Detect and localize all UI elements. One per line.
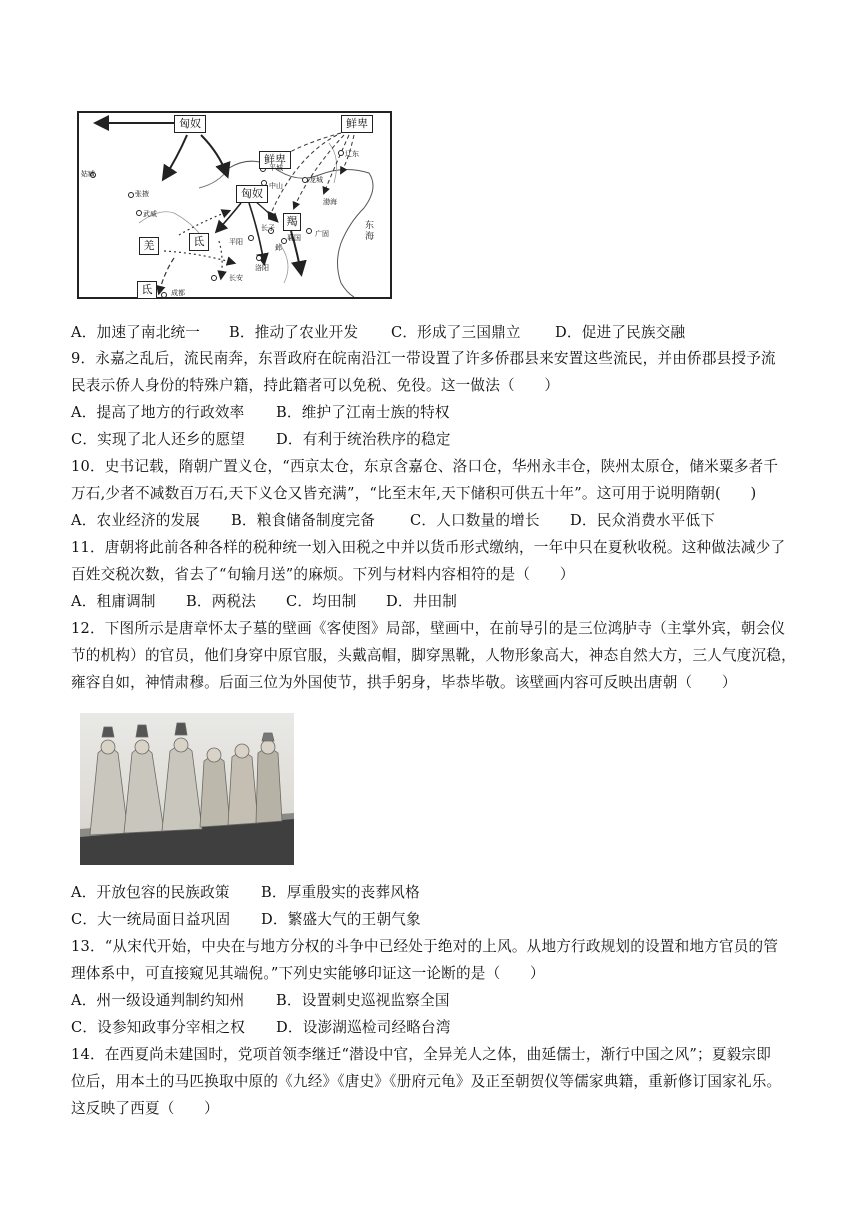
place-label: 武威 — [143, 210, 157, 218]
q13-options-row2 — [71, 1018, 793, 1038]
q8-option-b[interactable]: B．推动了农业开发 — [229, 324, 359, 341]
place-label: 平城 — [269, 164, 283, 172]
q9-option-b[interactable]: B．维护了江南士族的特权 — [276, 404, 450, 421]
q12-options-row1 — [71, 883, 793, 903]
q13-stem-line: 13．“从宋代开始，中央在与地方分权的斗争中已经处于绝对的上风。从地方行政规划的设置和地方官员的管 — [71, 938, 779, 955]
q14-stem-line: 14．在西夏尚未建国时，党项首领李继迁“潜设中官，全异羌人之体，曲延儒士，渐行中国之风”；夏毅宗即 — [71, 1046, 772, 1063]
q12-option-c[interactable]: C．大一统局面日益巩固 — [71, 911, 231, 928]
q8-option-d[interactable]: D．促进了民族交融 — [555, 324, 686, 341]
place-label: 广固 — [315, 230, 329, 238]
place-label: 长安 — [229, 274, 243, 282]
q9-option-a[interactable]: A．提高了地方的行政效率 — [71, 404, 245, 421]
q10-option-a[interactable]: A．农业经济的发展 — [71, 512, 201, 529]
q11-option-b[interactable]: B．两税法 — [186, 593, 257, 610]
q9-stem-line: 民表示侨人身份的特殊户籍，持此籍者可以免税、免役。这一做法（ ） — [71, 377, 560, 394]
xianbei-mid-label: 鲜卑 — [259, 151, 291, 169]
place-label: 中山 — [269, 182, 283, 190]
q12-stem-line: 节的机构）的官员，他们身穿中原官服，头戴高帽，脚穿黑靴，人物形象高大，神态自然大方，三人气度沉稳， — [71, 647, 796, 664]
q10-stem-line: 10．史书记载，隋朝广置义仓，“西京太仓，东京含嘉仓、洛口仓，华州永丰仓，陕州太原仓，储米粟多者千 — [71, 458, 779, 475]
q11-stem-line: 11．唐朝将此前各种各样的税种统一划入田税之中并以货币形式缴纳，一年中只在夏秋收税。这种做法减少了 — [71, 539, 786, 556]
q11-option-a[interactable]: A．租庸调制 — [71, 593, 156, 610]
q10-option-d[interactable]: D．民众消费水平低下 — [570, 512, 716, 529]
mural-figures — [80, 713, 294, 865]
q8-option-a[interactable]: A．加速了南北统一 — [71, 324, 201, 341]
place-label: 长子 — [261, 224, 275, 232]
jie-label: 羯 — [283, 213, 301, 231]
q11-stem-line: 百姓交税次数，省去了“旬输月送”的麻烦。下列与材料内容相符的是（ ） — [71, 566, 575, 583]
q12-options-row2 — [71, 910, 793, 930]
q13-stem-line: 理体系中，可直接窥见其端倪。”下列史实能够印证这一论断的是（ ） — [71, 965, 545, 982]
q11-option-c[interactable]: C．均田制 — [286, 593, 357, 610]
q8-option-c[interactable]: C．形成了三国鼎立 — [391, 324, 521, 341]
place-label: 平阳 — [229, 238, 243, 246]
xiongnu-top-label: 匈奴 — [174, 115, 206, 133]
q12-option-a[interactable]: A．开放包容的民族政策 — [71, 884, 230, 901]
q13-option-b[interactable]: B．设置刺史巡视监察全国 — [276, 992, 450, 1009]
envoy-mural-image — [80, 713, 294, 865]
q11-options — [71, 592, 793, 612]
di-bottom-label: 氐 — [137, 281, 157, 299]
qiang-label: 羌 — [139, 237, 159, 255]
q10-options — [71, 511, 793, 531]
map-drawing — [79, 113, 390, 297]
place-label: 成都 — [171, 289, 185, 297]
place-label: 洛阳 — [255, 264, 269, 272]
q9-options-row2 — [71, 430, 793, 450]
place-label: 龙城 — [309, 176, 323, 184]
q14-stem-line: 这反映了西夏（ ） — [71, 1100, 219, 1117]
q10-option-b[interactable]: B．粮食储备制度完备 — [231, 512, 376, 529]
place-label: 姑臧 — [81, 170, 95, 178]
donghai-label: 东海 — [365, 221, 375, 242]
q13-option-d[interactable]: D．设澎湖巡检司经略台湾 — [276, 1019, 451, 1036]
q10-stem-line: 万石,少者不减数百万石,天下义仓又皆充满”，“比至末年,天下储积可供五十年”。这可用于说明隋朝( ) — [71, 485, 757, 502]
place-label: 邺 — [275, 244, 282, 252]
q12-option-d[interactable]: D．繁盛大气的王朝气象 — [261, 911, 421, 928]
q14-stem-line: 位后，用本土的马匹换取中原的《九经》《唐史》《册府元龟》及正至朝贺仪等儒家典籍，重新修订国家礼乐。 — [71, 1073, 782, 1090]
q12-option-b[interactable]: B．厚重殷实的丧葬风格 — [261, 884, 420, 901]
q11-option-d[interactable]: D．井田制 — [386, 593, 458, 610]
xianbei-right-label: 鲜卑 — [341, 115, 373, 133]
q9-option-d[interactable]: D．有利于统治秩序的稳定 — [276, 431, 451, 448]
di-top-label: 氐 — [189, 233, 209, 251]
place-label: 张掖 — [135, 190, 149, 198]
xiongnu-mid-label: 匈奴 — [236, 185, 268, 203]
q13-option-a[interactable]: A．州一级设通判制约知州 — [71, 992, 245, 1009]
q12-stem-line: 12．下图所示是唐章怀太子墓的壁画《客使图》局部，壁画中，在前导引的是三位鸿胪寺（主掌外宾，朝会仪 — [71, 620, 786, 637]
place-label: 辽东 — [345, 150, 359, 158]
q13-option-c[interactable]: C．设参知政事分宰相之权 — [71, 1019, 246, 1036]
q8-options — [71, 323, 793, 343]
place-label: 襄国 — [287, 234, 301, 242]
migration-map — [77, 111, 392, 299]
q9-stem-line: 9．永嘉之乱后，流民南奔，东晋政府在皖南沿江一带设置了许多侨郡县来安置这些流民，并由侨郡县授予流 — [71, 350, 776, 367]
q9-options-row1 — [71, 403, 793, 423]
place-label: 渤海 — [323, 198, 337, 206]
q10-option-c[interactable]: C．人口数量的增长 — [410, 512, 540, 529]
q12-stem-line: 雍容自如，神情肃穆。后面三位为外国使节，拱手躬身，毕恭毕敬。该壁画内容可反映出唐朝（ ） — [71, 674, 737, 691]
q13-options-row1 — [71, 991, 793, 1011]
q9-option-c[interactable]: C．实现了北人还乡的愿望 — [71, 431, 246, 448]
